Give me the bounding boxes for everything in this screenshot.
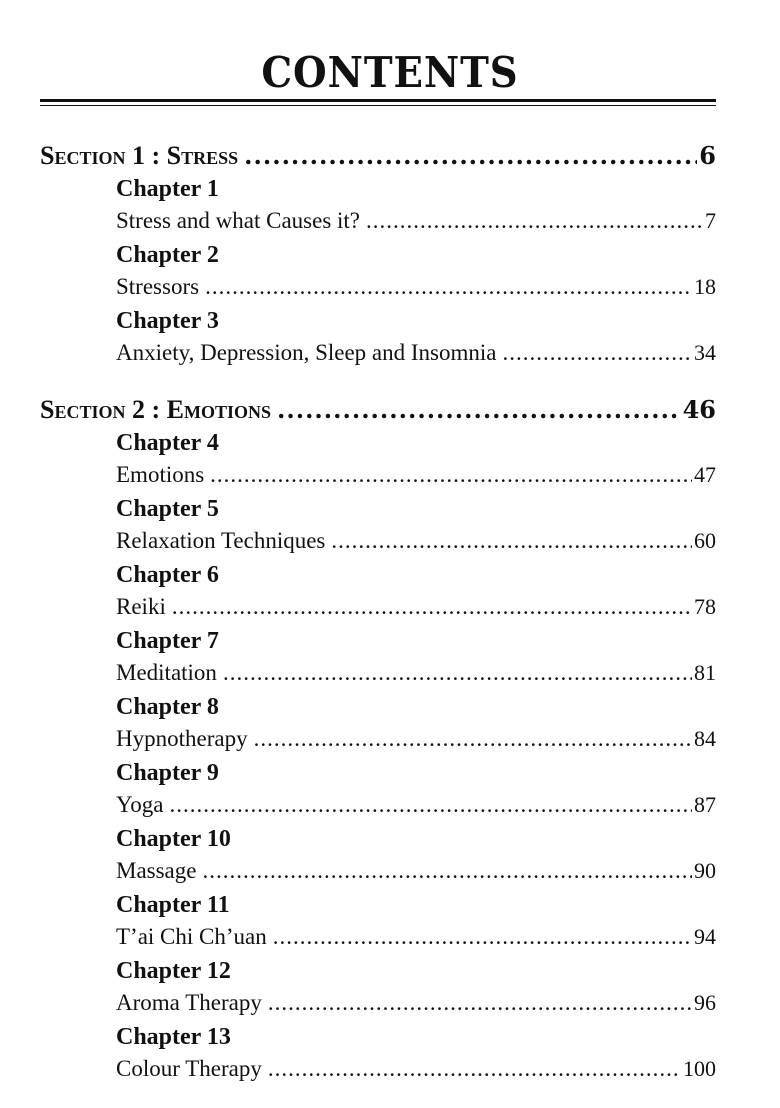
- chapter-title-row: [116, 336, 716, 370]
- chapter-label: Chapter 3: [116, 308, 219, 334]
- page-title: CONTENTS: [261, 48, 519, 97]
- chapter-label: Chapter 12: [116, 958, 231, 984]
- dot-leader: [170, 788, 692, 822]
- chapter-label: Chapter 10: [116, 826, 231, 852]
- chapter-label: Chapter 9: [116, 760, 219, 786]
- chapter-title-row: [116, 854, 716, 888]
- chapter-page-number: 60: [694, 528, 716, 553]
- chapter-entry[interactable]: [116, 428, 716, 492]
- chapter-page-number: 7: [705, 208, 716, 233]
- chapter-entry[interactable]: [116, 494, 716, 558]
- section-entry[interactable]: [40, 138, 716, 174]
- chapter-entry[interactable]: [116, 174, 716, 238]
- dot-leader: [254, 722, 692, 756]
- chapter-title: Reiki: [116, 594, 166, 619]
- chapter-title: Colour Therapy: [116, 1056, 262, 1081]
- chapter-page-number: 96: [694, 990, 716, 1015]
- dot-leader: [273, 920, 692, 954]
- dot-leader: [331, 524, 692, 558]
- section-label: Section 1 : Stress: [40, 141, 239, 170]
- chapter-title: Anxiety, Depression, Sleep and Insomnia: [116, 340, 497, 365]
- chapter-label: Chapter 8: [116, 694, 219, 720]
- dot-leader: [268, 1052, 681, 1086]
- chapter-label: Chapter 11: [116, 892, 230, 918]
- chapter-title: Stress and what Causes it?: [116, 208, 361, 233]
- dot-leader: [244, 138, 697, 174]
- chapter-title-row: [116, 788, 716, 822]
- chapter-label: Chapter 13: [116, 1024, 231, 1050]
- chapter-page-number: 94: [694, 924, 716, 949]
- chapter-title-row: [116, 986, 716, 1020]
- chapter-entry[interactable]: [116, 692, 716, 756]
- dot-leader: [277, 392, 681, 428]
- chapter-title: Meditation: [116, 660, 217, 685]
- chapter-page-number: 84: [694, 726, 716, 751]
- chapter-label: Chapter 1: [116, 176, 219, 202]
- chapter-title: Stressors: [116, 274, 200, 299]
- chapter-title-row: [116, 590, 716, 624]
- chapter-title: Yoga: [116, 792, 164, 817]
- dot-leader: [205, 270, 692, 304]
- chapter-entry[interactable]: [116, 306, 716, 370]
- title-rule-thick: [40, 99, 716, 102]
- chapter-title-row: [116, 920, 716, 954]
- dot-leader: [172, 590, 692, 624]
- dot-leader: [202, 854, 692, 888]
- chapter-entry[interactable]: [116, 240, 716, 304]
- chapter-title-row: [116, 722, 716, 756]
- chapter-label: Chapter 6: [116, 562, 219, 588]
- chapter-entry[interactable]: [116, 824, 716, 888]
- chapter-title-row: [116, 1052, 716, 1086]
- dot-leader: [268, 986, 692, 1020]
- table-of-contents: [40, 138, 716, 1086]
- section-entry[interactable]: [40, 392, 716, 428]
- title-rule-thin: [40, 105, 716, 106]
- chapter-title-row: [116, 524, 716, 558]
- chapter-label: Chapter 7: [116, 628, 219, 654]
- dot-leader: [223, 656, 692, 690]
- chapter-entry[interactable]: [116, 1022, 716, 1086]
- chapter-title-row: [116, 656, 716, 690]
- chapter-label: Chapter 2: [116, 242, 219, 268]
- chapter-entry[interactable]: [116, 956, 716, 1020]
- dot-leader: [503, 336, 693, 370]
- chapter-page-number: 87: [694, 792, 716, 817]
- section-label: Section 2 : Emotions: [40, 395, 271, 424]
- chapter-entry[interactable]: [116, 890, 716, 954]
- chapter-label: Chapter 4: [116, 430, 219, 456]
- chapter-entry[interactable]: [116, 626, 716, 690]
- chapter-title-row: [116, 458, 716, 492]
- chapter-title-row: [116, 204, 716, 238]
- chapter-title-row: [116, 270, 716, 304]
- chapter-page-number: 90: [694, 858, 716, 883]
- dot-leader: [366, 204, 703, 238]
- chapter-page-number: 18: [694, 274, 716, 299]
- chapter-title: T’ai Chi Ch’uan: [116, 924, 267, 949]
- section-page-number: 6: [699, 141, 716, 170]
- chapter-page-number: 34: [694, 340, 716, 365]
- chapter-title: Massage: [116, 858, 197, 883]
- chapter-page-number: 100: [683, 1056, 716, 1081]
- chapter-page-number: 81: [694, 660, 716, 685]
- chapter-entry[interactable]: [116, 758, 716, 822]
- chapter-title: Hypnotherapy: [116, 726, 248, 751]
- chapter-entry[interactable]: [116, 560, 716, 624]
- chapter-label: Chapter 5: [116, 496, 219, 522]
- chapter-page-number: 47: [694, 462, 716, 487]
- dot-leader: [210, 458, 692, 492]
- chapter-title: Aroma Therapy: [116, 990, 262, 1015]
- chapter-title: Emotions: [116, 462, 205, 487]
- section-page-number: 46: [682, 395, 716, 424]
- chapter-title: Relaxation Techniques: [116, 528, 326, 553]
- chapter-page-number: 78: [694, 594, 716, 619]
